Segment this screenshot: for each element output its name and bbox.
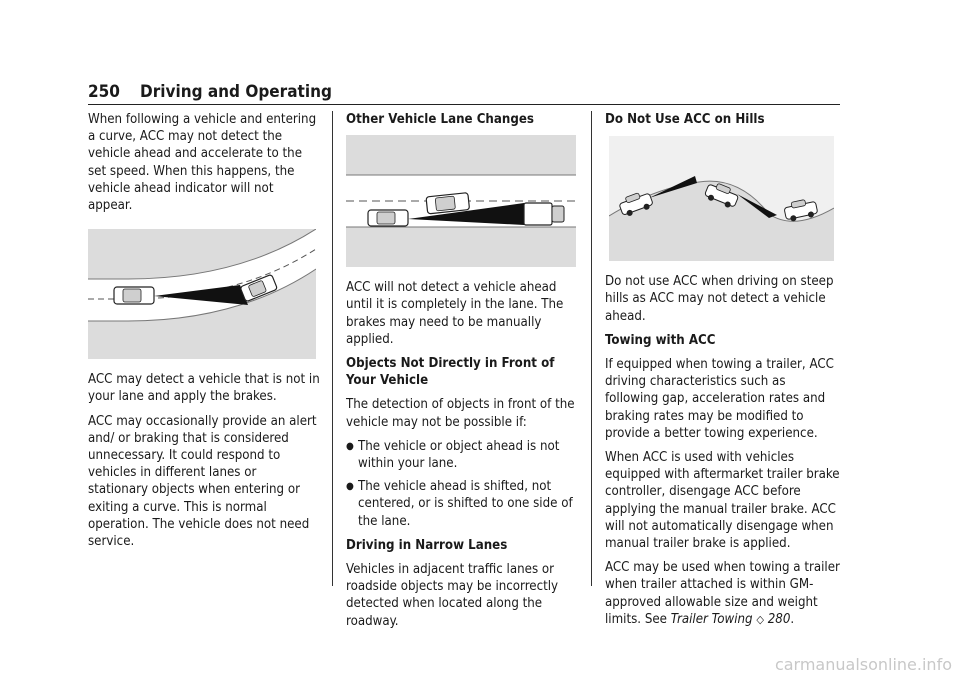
lane-change-illustration: [346, 135, 576, 267]
subheading: Other Vehicle Lane Changes: [346, 112, 534, 127]
section-title: Driving and Operating: [140, 82, 332, 102]
merging-vehicle: [426, 193, 470, 214]
paragraph: Vehicles in adjacent traffic lanes or roadside objects may be incorrectly detected when located along the roadway.: [346, 562, 559, 629]
column-2: [346, 111, 578, 637]
page-header: [88, 82, 840, 105]
page-ref-icon: ◇: [756, 612, 764, 626]
column-divider: [591, 111, 592, 586]
column-1: [88, 111, 320, 557]
subheading: Do Not Use ACC on Hills: [605, 112, 765, 127]
curve-illustration: [88, 229, 316, 359]
paragraph: ACC may occasionally provide an alert and/ or braking that is considered unnecessary. It could respond to vehicles in different lanes or stationary objects when entering or exiting a curve. This is normal operation. The vehicle does not need service.: [88, 413, 317, 550]
paragraph: When following a vehicle and entering a curve, ACC may not detect the vehicle ahead and accelerate to the set speed. When this happens, the vehicle ahead indicator will not appear.: [88, 112, 317, 214]
hills-illustration: [609, 136, 834, 261]
paragraph: The detection of objects in front of the vehicle may not be possible if:: [346, 397, 575, 430]
bullet-list: [346, 438, 578, 530]
watermark: carmanualsonline.info: [774, 655, 952, 674]
bullet-icon: ●: [346, 481, 354, 493]
list-item: ● The vehicle ahead is shifted, not centered, or is shifted to one side of the lane.: [346, 479, 573, 529]
paragraph: When ACC is used with vehicles equipped with aftermarket trailer brake controller, disengage ACC before applying the manual trailer brake. ACC will not automatically disengage when manual trailer brake is applied.: [605, 450, 840, 552]
page-number: 250: [88, 82, 120, 102]
column-divider: [332, 111, 333, 586]
own-vehicle: [114, 287, 154, 304]
column-3: [605, 111, 840, 635]
paragraph: If equipped when towing a trailer, ACC driving characteristics such as following gap, acceleration rates and braking rates may be modified to provide a better towing experience.: [605, 357, 834, 441]
subheading: Driving in Narrow Lanes: [346, 537, 508, 553]
own-vehicle: [368, 210, 408, 226]
bullet-icon: ●: [346, 440, 354, 452]
cross-reference-link[interactable]: Trailer Towing: [670, 611, 753, 627]
paragraph: ACC may detect a vehicle that is not in your lane and apply the brakes.: [88, 372, 320, 405]
subheading: Objects Not Directly in Front of Your Vehicle: [346, 356, 555, 389]
truck-ahead: [524, 203, 564, 225]
list-item: ● The vehicle or object ahead is not within your lane.: [346, 438, 560, 472]
subheading: Towing with ACC: [605, 332, 716, 348]
paragraph: Do not use ACC when driving on steep hills as ACC may not detect a vehicle ahead.: [605, 274, 834, 324]
paragraph: ACC may be used when towing a trailer when trailer attached is within GM-approved allowable size and weight limits. See Trailer Towing ◇ 280.: [605, 560, 840, 627]
paragraph: ACC will not detect a vehicle ahead until it is completely in the lane. The brakes may need to be manually applied.: [346, 280, 564, 347]
cross-reference-page[interactable]: 280: [767, 611, 791, 627]
